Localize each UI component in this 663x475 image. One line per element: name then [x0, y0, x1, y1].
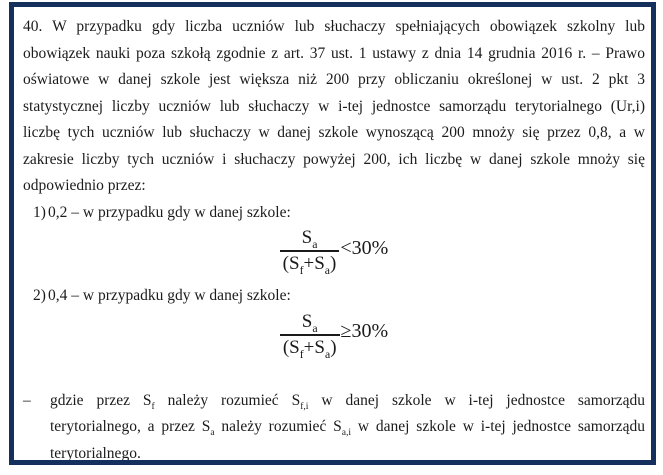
footnote [23, 388, 645, 466]
list-item-1 [23, 200, 645, 227]
list-item-2 [23, 283, 645, 310]
list-item-text: 0,2 – w przypadku gdy w danej szkole: [48, 203, 291, 221]
footnote-dash-marker: – [23, 391, 31, 409]
fraction-denominator: $(S_f+S_a)$ [280, 250, 340, 275]
list-item-marker: 1) [33, 203, 46, 221]
fraction-numerator: $S_a$ [301, 227, 318, 251]
text-line: terytorialnego, a przez $S_a$ należy rozumieć $S_{a,i}$ w danej szkole w i-tej jednostce samorządu [50, 418, 645, 439]
paragraph-40 [23, 14, 645, 200]
document-frame [9, 2, 656, 465]
formula-relation: <30% [340, 236, 389, 259]
text-line: statystycznej liczby uczniów lub słuchaczy w i-tej jednostce samorządu terytorialnego (Ur,i) [23, 97, 645, 115]
list-item-marker: 2) [33, 287, 46, 304]
text-line: 40. W przypadku gdy liczba uczniów lub słuchaczy spełniających obowiązek szkolny lub [23, 18, 645, 35]
text-line: zakresie liczby tych uczniów i słuchaczy powyżej 200, ich liczbę w danej szkole mnoży się [23, 150, 645, 168]
formula-1 [23, 227, 645, 275]
text-line: obowiązek nauki poza szkołą zgodnie z art. 37 ust. 1 ustawy z dnia 14 grudnia 2016 r. – Prawo [23, 44, 645, 62]
text-line: odpowiednio przez: [23, 177, 146, 194]
fraction-numerator: $S_a$ [301, 310, 318, 335]
fraction-denominator: $(S_f+S_a)$ [280, 334, 340, 359]
fraction [280, 227, 340, 275]
text-line: liczbę tych uczniów lub słuchaczy w danej szkole wynoszącą 200 mnoży się przez 0,8, a w [23, 124, 645, 141]
list-item-text: 0,4 – w przypadku gdy w danej szkole: [48, 287, 291, 304]
text-line: oświatowe w danej szkole jest większa niż 200 przy obliczaniu określonej w ust. 2 pkt 3 [23, 71, 645, 88]
text-line: terytorialnego. [50, 444, 141, 462]
formula-2 [23, 311, 645, 359]
fraction [280, 311, 340, 359]
text-line: gdzie przez $S_f$ należy rozumieć $S_{f,i}$ w danej szkole w i-tej jednostce samorządu [50, 391, 645, 412]
formula-relation: ≥30% [340, 320, 389, 342]
